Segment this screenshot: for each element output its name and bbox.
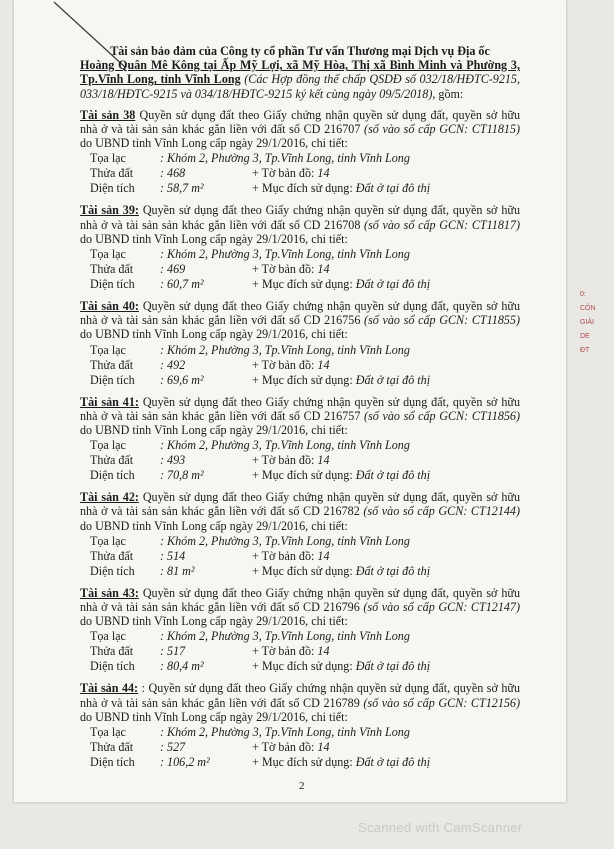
- asset-cert-number: (số vào sổ cấp GCN: CT12147): [363, 600, 520, 615]
- heading-line-1: Tài sản bảo đảm của Công ty cổ phần Tư vấn Thương mại Dịch vụ Địa ốc: [110, 44, 490, 58]
- area-label: Diện tích: [90, 372, 135, 387]
- map-sheet-value: 14: [317, 644, 330, 659]
- purpose-value: Đất ở tại đô thị: [355, 468, 431, 483]
- asset-cert-number: (số vào sổ cấp GCN: CT11856): [364, 408, 520, 423]
- stamp-fragment: ĐT: [580, 347, 590, 354]
- asset-label: Tài sản 40:: [80, 299, 139, 314]
- location-label: Tọa lạc: [90, 151, 126, 166]
- location-value: : Khóm 2, Phường 3, Tp.Vĩnh Long, tỉnh Vĩnh Long: [160, 725, 410, 740]
- map-sheet-label: + Tờ bản đồ:: [252, 357, 318, 372]
- area-value: : 81 m²: [160, 563, 195, 578]
- map-sheet-label: + Tờ bản đồ:: [252, 644, 318, 659]
- map-sheet-value: 14: [317, 740, 330, 755]
- asset-details: [90, 629, 520, 674]
- purpose-label: + Mục đích sử dụng:: [252, 181, 356, 196]
- area-row: [90, 468, 520, 483]
- parcel-value: : 517: [160, 644, 186, 659]
- purpose-value: Đất ở tại đô thị: [355, 755, 431, 770]
- asset-details: [90, 534, 520, 579]
- document-page: [14, 0, 596, 802]
- land-purpose: [252, 181, 430, 195]
- area-row: [90, 564, 520, 579]
- map-sheet: [252, 740, 330, 754]
- parcel-value: : 514: [160, 548, 186, 563]
- location-value: : Khóm 2, Phường 3, Tp.Vĩnh Long, tỉnh Vĩnh Long: [160, 629, 410, 644]
- location-value: : Khóm 2, Phường 3, Tp.Vĩnh Long, tỉnh Vĩnh Long: [160, 438, 410, 453]
- asset-description: [80, 490, 520, 533]
- area-label: Diện tích: [90, 277, 135, 292]
- location-value: : Khóm 2, Phường 3, Tp.Vĩnh Long, tỉnh Vĩnh Long: [160, 533, 410, 548]
- map-sheet: [252, 166, 330, 180]
- asset-issuer: do UBND tỉnh Vĩnh Long cấp ngày 29/1/2016, chi tiết:: [80, 423, 348, 438]
- parcel-row: [90, 358, 520, 373]
- location-row: [90, 247, 520, 262]
- asset-description: [80, 586, 520, 629]
- parcel-label: Thửa đất: [90, 262, 134, 277]
- area-value: : 58,7 m²: [160, 181, 204, 196]
- asset-list: [80, 108, 520, 770]
- parcel-row: [90, 644, 520, 659]
- asset-cert-number: (số vào sổ cấp GCN: CT11855): [364, 313, 520, 328]
- asset-issuer: do UBND tỉnh Vĩnh Long cấp ngày 29/1/2016, chi tiết:: [80, 709, 348, 724]
- parcel-label: Thửa đất: [90, 453, 134, 468]
- area-value: : 60,7 m²: [160, 277, 204, 292]
- land-purpose: [252, 468, 430, 482]
- location-label: Tọa lạc: [90, 247, 126, 262]
- asset-label: Tài sản 38: [80, 107, 136, 122]
- purpose-label: + Mục đích sử dụng:: [252, 372, 356, 387]
- location-value: : Khóm 2, Phường 3, Tp.Vĩnh Long, tỉnh Vĩnh Long: [160, 151, 410, 166]
- asset-entry: [80, 108, 520, 197]
- heading-contracts: (Các Hợp đồng thế chấp QSDĐ số 032/18/HĐTC-9215, 033/18/HĐTC-9215 và 034/18/HĐTC-9215 ký kết cùng ngày 09/5/2018): [80, 72, 521, 101]
- area-label: Diện tích: [90, 468, 135, 483]
- location-label: Tọa lạc: [90, 629, 126, 644]
- map-sheet-label: + Tờ bản đồ:: [252, 262, 318, 277]
- camscanner-watermark: Scanned with CamScanner: [358, 820, 523, 835]
- asset-entry: [80, 681, 520, 770]
- asset-description: [80, 395, 520, 438]
- parcel-label: Thửa đất: [90, 740, 134, 755]
- parcel-row: [90, 166, 520, 181]
- area-value: : 80,4 m²: [160, 659, 204, 674]
- map-sheet: [252, 262, 330, 276]
- map-sheet-value: 14: [317, 262, 330, 277]
- location-row: [90, 725, 520, 740]
- asset-label: Tài sản 39:: [80, 203, 139, 218]
- land-purpose: [252, 659, 430, 673]
- parcel-row: [90, 549, 520, 564]
- asset-entry: [80, 395, 520, 484]
- asset-label: Tài sản 44:: [80, 681, 139, 696]
- asset-text: Quyền sử dụng đất theo Giấy chứng nhận quyền sử dụng đất, quyền sở hữu nhà ở và tài sản sản khác gắn liền với đất số CD 216756: [80, 299, 521, 328]
- location-row: [90, 438, 520, 453]
- parcel-value: : 492: [160, 357, 186, 372]
- parcel-value: : 493: [160, 453, 186, 468]
- asset-details: [90, 151, 520, 196]
- page-number: 2: [299, 780, 305, 792]
- heading-tail: , gồm:: [432, 86, 464, 101]
- area-label: Diện tích: [90, 755, 135, 770]
- land-purpose: [252, 755, 430, 769]
- parcel-label: Thửa đất: [90, 548, 134, 563]
- asset-issuer: do UBND tỉnh Vĩnh Long cấp ngày 29/1/2016, chi tiết:: [80, 231, 348, 246]
- heading-line-3: Tp.Vĩnh Long, tỉnh Vĩnh Long: [80, 72, 241, 87]
- asset-text: Quyền sử dụng đất theo Giấy chứng nhận quyền sử dụng đất, quyền sở hữu nhà ở và tài sản sản khác gắn liền với đất số CD 216707: [80, 107, 521, 137]
- parcel-label: Thửa đất: [90, 644, 134, 659]
- parcel-row: [90, 740, 520, 755]
- asset-text: : Quyền sử dụng đất theo Giấy chứng nhận quyền sử dụng đất, quyền sở hữu nhà ở và tài sản sản khác gắn liền với đất số CD 216789: [80, 681, 520, 710]
- map-sheet: [252, 644, 330, 658]
- heading-line-2: Hoàng Quân Mê Kông tại Ấp Mỹ Lợi, xã Mỹ Hòa, Thị xã Bình Minh và Phường 3,: [80, 58, 520, 73]
- area-row: [90, 277, 520, 292]
- area-value: : 69,6 m²: [160, 372, 204, 387]
- asset-label: Tài sản 41:: [80, 394, 139, 409]
- asset-description: [80, 681, 520, 724]
- location-value: : Khóm 2, Phường 3, Tp.Vĩnh Long, tỉnh Vĩnh Long: [160, 247, 410, 262]
- stamp-fragment: 0:: [580, 291, 586, 298]
- area-label: Diện tích: [90, 659, 135, 674]
- stamp-fragment: DE: [580, 333, 590, 340]
- asset-issuer: do UBND tỉnh Vĩnh Long cấp ngày 29/1/2016, chi tiết:: [80, 614, 348, 629]
- asset-issuer: do UBND tỉnh Vĩnh Long cấp ngày 29/1/2016, chi tiết:: [80, 518, 348, 533]
- asset-cert-number: (số vào sổ cấp GCN: CT12144): [363, 504, 520, 519]
- parcel-row: [90, 453, 520, 468]
- purpose-value: Đất ở tại đô thị: [355, 372, 431, 387]
- purpose-label: + Mục đích sử dụng:: [252, 563, 356, 578]
- asset-text: Quyền sử dụng đất theo Giấy chứng nhận quyền sử dụng đất, quyền sở hữu nhà ở và tài sản sản khác gắn liền với đất số CD 216708: [80, 203, 521, 232]
- area-label: Diện tích: [90, 563, 135, 578]
- area-row: [90, 755, 520, 770]
- purpose-value: Đất ở tại đô thị: [355, 181, 431, 196]
- location-label: Tọa lạc: [90, 725, 126, 740]
- land-purpose: [252, 564, 430, 578]
- map-sheet-label: + Tờ bản đồ:: [252, 740, 318, 755]
- asset-entry: [80, 203, 520, 292]
- map-sheet-value: 14: [317, 548, 330, 563]
- asset-details: [90, 343, 520, 388]
- asset-cert-number: (số vào sổ cấp GCN: CT12156): [363, 695, 520, 710]
- stamp-fragment: GIẢI: [580, 319, 595, 326]
- asset-text: Quyền sử dụng đất theo Giấy chứng nhận quyền sử dụng đất, quyền sở hữu nhà ở và tài sản sản khác gắn liền với đất số CD 216782: [80, 490, 521, 519]
- location-label: Tọa lạc: [90, 342, 126, 357]
- location-row: [90, 151, 520, 166]
- asset-details: [90, 725, 520, 770]
- parcel-value: : 469: [160, 262, 186, 277]
- location-label: Tọa lạc: [90, 438, 126, 453]
- map-sheet-value: 14: [317, 357, 330, 372]
- parcel-value: : 527: [160, 740, 186, 755]
- asset-issuer: do UBND tỉnh Vĩnh Long cấp ngày 29/1/2016, chi tiết:: [80, 327, 348, 342]
- parcel-row: [90, 262, 520, 277]
- asset-cert-number: (số vào sổ cấp GCN: CT11817): [364, 217, 520, 232]
- map-sheet-label: + Tờ bản đồ:: [252, 166, 318, 181]
- stamp-fragment: CÔN: [580, 305, 596, 312]
- asset-details: [90, 438, 520, 483]
- asset-text: Quyền sử dụng đất theo Giấy chứng nhận quyền sử dụng đất, quyền sở hữu nhà ở và tài sản sản khác gắn liền với đất số CD 216796: [80, 585, 521, 615]
- area-label: Diện tích: [90, 181, 135, 196]
- parcel-label: Thửa đất: [90, 357, 134, 372]
- location-row: [90, 343, 520, 358]
- purpose-label: + Mục đích sử dụng:: [252, 659, 356, 674]
- map-sheet-label: + Tờ bản đồ:: [252, 548, 318, 563]
- location-row: [90, 534, 520, 549]
- asset-entry: [80, 299, 520, 388]
- purpose-value: Đất ở tại đô thị: [355, 563, 431, 578]
- area-row: [90, 181, 520, 196]
- map-sheet-value: 14: [317, 453, 330, 468]
- map-sheet-label: + Tờ bản đồ:: [252, 453, 318, 468]
- map-sheet: [252, 358, 330, 372]
- asset-issuer: do UBND tỉnh Vĩnh Long cấp ngày 29/1/2016, chi tiết:: [80, 136, 348, 151]
- land-purpose: [252, 373, 430, 387]
- asset-text: Quyền sử dụng đất theo Giấy chứng nhận quyền sử dụng đất, quyền sở hữu nhà ở và tài sản sản khác gắn liền với đất số CD 216757: [80, 394, 521, 423]
- asset-description: [80, 299, 520, 342]
- asset-label: Tài sản 42:: [80, 490, 139, 505]
- map-sheet: [252, 549, 330, 563]
- asset-entry: [80, 490, 520, 579]
- purpose-label: + Mục đích sử dụng:: [252, 755, 356, 770]
- asset-description: [80, 203, 520, 246]
- asset-description: [80, 108, 520, 151]
- purpose-value: Đất ở tại đô thị: [355, 659, 431, 674]
- land-purpose: [252, 277, 430, 291]
- parcel-value: : 468: [160, 166, 186, 181]
- asset-details: [90, 247, 520, 292]
- asset-entry: [80, 586, 520, 675]
- location-label: Tọa lạc: [90, 533, 126, 548]
- area-value: : 70,8 m²: [160, 468, 204, 483]
- purpose-label: + Mục đích sử dụng:: [252, 468, 356, 483]
- parcel-label: Thửa đất: [90, 166, 134, 181]
- area-row: [90, 373, 520, 388]
- area-row: [90, 659, 520, 674]
- collateral-heading: [80, 44, 520, 101]
- asset-label: Tài sản 43:: [80, 585, 139, 600]
- map-sheet-value: 14: [317, 166, 330, 181]
- map-sheet: [252, 453, 330, 467]
- location-value: : Khóm 2, Phường 3, Tp.Vĩnh Long, tỉnh Vĩnh Long: [160, 342, 410, 357]
- asset-cert-number: (số vào sổ cấp GCN: CT11815): [364, 122, 520, 137]
- margin-stamp: [580, 288, 614, 398]
- location-row: [90, 629, 520, 644]
- document-body: [80, 44, 520, 770]
- purpose-value: Đất ở tại đô thị: [355, 277, 431, 292]
- area-value: : 106,2 m²: [160, 755, 210, 770]
- purpose-label: + Mục đích sử dụng:: [252, 277, 356, 292]
